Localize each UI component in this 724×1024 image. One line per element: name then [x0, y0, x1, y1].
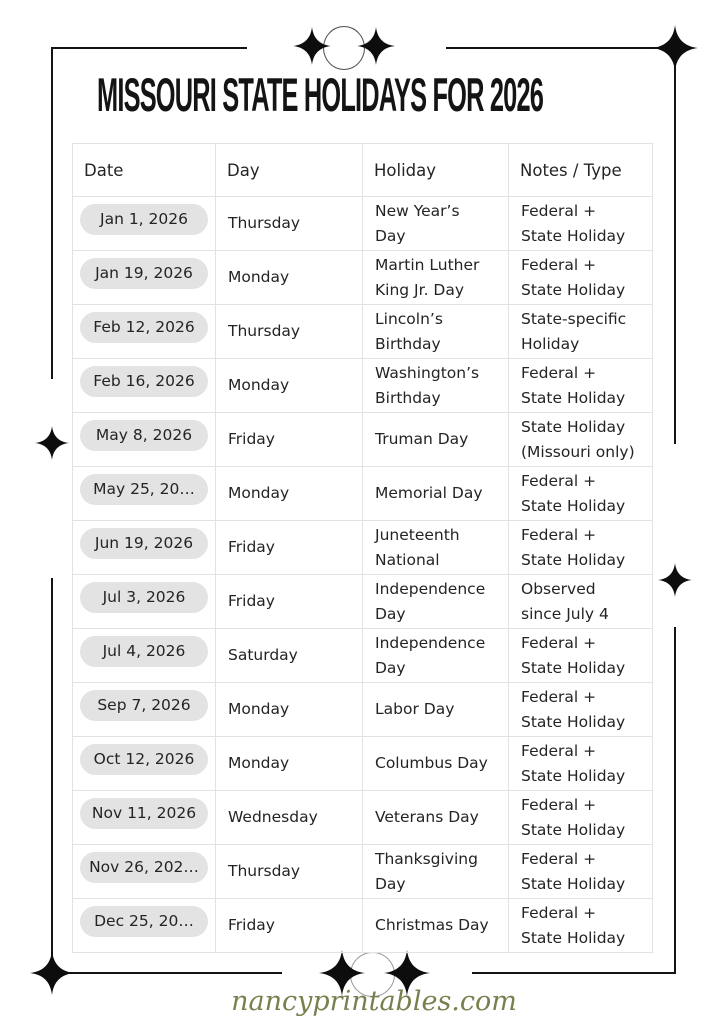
holiday-cell: Juneteenth National	[363, 521, 509, 575]
notes-cell: Federal + State Holiday	[509, 359, 653, 413]
date-cell	[73, 791, 216, 845]
notes-cell: Federal + State Holiday	[509, 791, 653, 845]
frame-line-top-left	[51, 47, 247, 49]
holiday-cell: Lincoln’s Birthday	[363, 305, 509, 359]
date-cell	[73, 845, 216, 899]
column-header-date: Date	[73, 144, 216, 197]
sparkle-icon	[652, 25, 698, 71]
date-pill: Dec 25, 20…	[80, 906, 208, 937]
notes-cell: Federal + State Holiday	[509, 899, 653, 953]
sparkle-icon	[293, 27, 331, 65]
table-row	[73, 737, 653, 791]
date-cell	[73, 629, 216, 683]
date-pill: Jul 3, 2026	[80, 582, 208, 613]
date-cell	[73, 899, 216, 953]
date-pill: May 25, 20…	[80, 474, 208, 505]
date-pill: Oct 12, 2026	[80, 744, 208, 775]
date-pill: Feb 12, 2026	[80, 312, 208, 343]
table-row	[73, 251, 653, 305]
table-header-row	[73, 144, 653, 197]
column-header-day: Day	[216, 144, 363, 197]
frame-line-top-right	[446, 47, 676, 49]
day-cell: Wednesday	[216, 791, 363, 845]
table-row	[73, 305, 653, 359]
date-pill: Feb 16, 2026	[80, 366, 208, 397]
table-row	[73, 629, 653, 683]
day-cell: Monday	[216, 467, 363, 521]
day-cell: Thursday	[216, 305, 363, 359]
table-row	[73, 791, 653, 845]
day-cell: Friday	[216, 575, 363, 629]
notes-cell: Federal + State Holiday	[509, 251, 653, 305]
date-pill: May 8, 2026	[80, 420, 208, 451]
day-cell: Thursday	[216, 197, 363, 251]
sparkle-icon	[30, 951, 74, 995]
table-row	[73, 413, 653, 467]
notes-cell: Federal + State Holiday	[509, 197, 653, 251]
column-header-notes: Notes / Type	[509, 144, 653, 197]
holiday-cell: New Year’s Day	[363, 197, 509, 251]
notes-cell: Federal + State Holiday	[509, 521, 653, 575]
day-cell: Thursday	[216, 845, 363, 899]
table-row	[73, 845, 653, 899]
date-cell	[73, 413, 216, 467]
notes-cell: Federal + State Holiday	[509, 629, 653, 683]
day-cell: Friday	[216, 521, 363, 575]
day-cell: Monday	[216, 359, 363, 413]
day-cell: Monday	[216, 737, 363, 791]
notes-cell: Federal + State Holiday	[509, 845, 653, 899]
date-pill: Sep 7, 2026	[80, 690, 208, 721]
table-row	[73, 359, 653, 413]
frame-line-right-lower	[674, 627, 676, 974]
date-cell	[73, 683, 216, 737]
holiday-cell: Independence Day	[363, 629, 509, 683]
date-cell	[73, 467, 216, 521]
holiday-cell: Truman Day	[363, 413, 509, 467]
holiday-cell: Labor Day	[363, 683, 509, 737]
table-row	[73, 575, 653, 629]
day-cell: Friday	[216, 899, 363, 953]
date-pill: Jan 19, 2026	[80, 258, 208, 289]
table-row	[73, 521, 653, 575]
frame-line-left-upper	[51, 47, 53, 379]
frame-line-bottom-right	[472, 972, 676, 974]
frame-line-bottom-left	[51, 972, 282, 974]
date-cell	[73, 575, 216, 629]
table-row	[73, 467, 653, 521]
date-cell	[73, 251, 216, 305]
frame-line-left-lower	[51, 578, 53, 974]
date-pill: Nov 11, 2026	[80, 798, 208, 829]
sparkle-icon	[658, 563, 692, 597]
holiday-cell: Washington’s Birthday	[363, 359, 509, 413]
sparkle-icon	[35, 426, 69, 460]
table-row	[73, 197, 653, 251]
date-pill: Nov 26, 202…	[80, 852, 208, 883]
holiday-cell: Thanksgiving Day	[363, 845, 509, 899]
holidays-table-body	[73, 197, 653, 953]
holiday-cell: Martin Luther King Jr. Day	[363, 251, 509, 305]
page-title: MISSOURI STATE HOLIDAYS FOR 2026	[97, 68, 544, 121]
notes-cell: Federal + State Holiday	[509, 467, 653, 521]
date-cell	[73, 305, 216, 359]
date-cell	[73, 197, 216, 251]
table-row	[73, 899, 653, 953]
holiday-cell: Independence Day	[363, 575, 509, 629]
date-pill: Jul 4, 2026	[80, 636, 208, 667]
notes-cell: Observed since July 4	[509, 575, 653, 629]
date-cell	[73, 359, 216, 413]
day-cell: Monday	[216, 683, 363, 737]
day-cell: Friday	[216, 413, 363, 467]
sparkle-icon	[357, 27, 395, 65]
day-cell: Saturday	[216, 629, 363, 683]
date-pill: Jun 19, 2026	[80, 528, 208, 559]
holidays-table	[72, 143, 653, 953]
website-url: nancyprintables.com	[231, 986, 517, 1017]
table-row	[73, 683, 653, 737]
holiday-cell: Veterans Day	[363, 791, 509, 845]
holiday-cell: Memorial Day	[363, 467, 509, 521]
column-header-holiday: Holiday	[363, 144, 509, 197]
date-cell	[73, 737, 216, 791]
notes-cell: State Holiday (Missouri only)	[509, 413, 653, 467]
frame-line-right-upper	[674, 47, 676, 444]
holiday-cell: Columbus Day	[363, 737, 509, 791]
day-cell: Monday	[216, 251, 363, 305]
date-pill: Jan 1, 2026	[80, 204, 208, 235]
date-cell	[73, 521, 216, 575]
notes-cell: Federal + State Holiday	[509, 683, 653, 737]
holiday-cell: Christmas Day	[363, 899, 509, 953]
notes-cell: Federal + State Holiday	[509, 737, 653, 791]
notes-cell: State-specific Holiday	[509, 305, 653, 359]
